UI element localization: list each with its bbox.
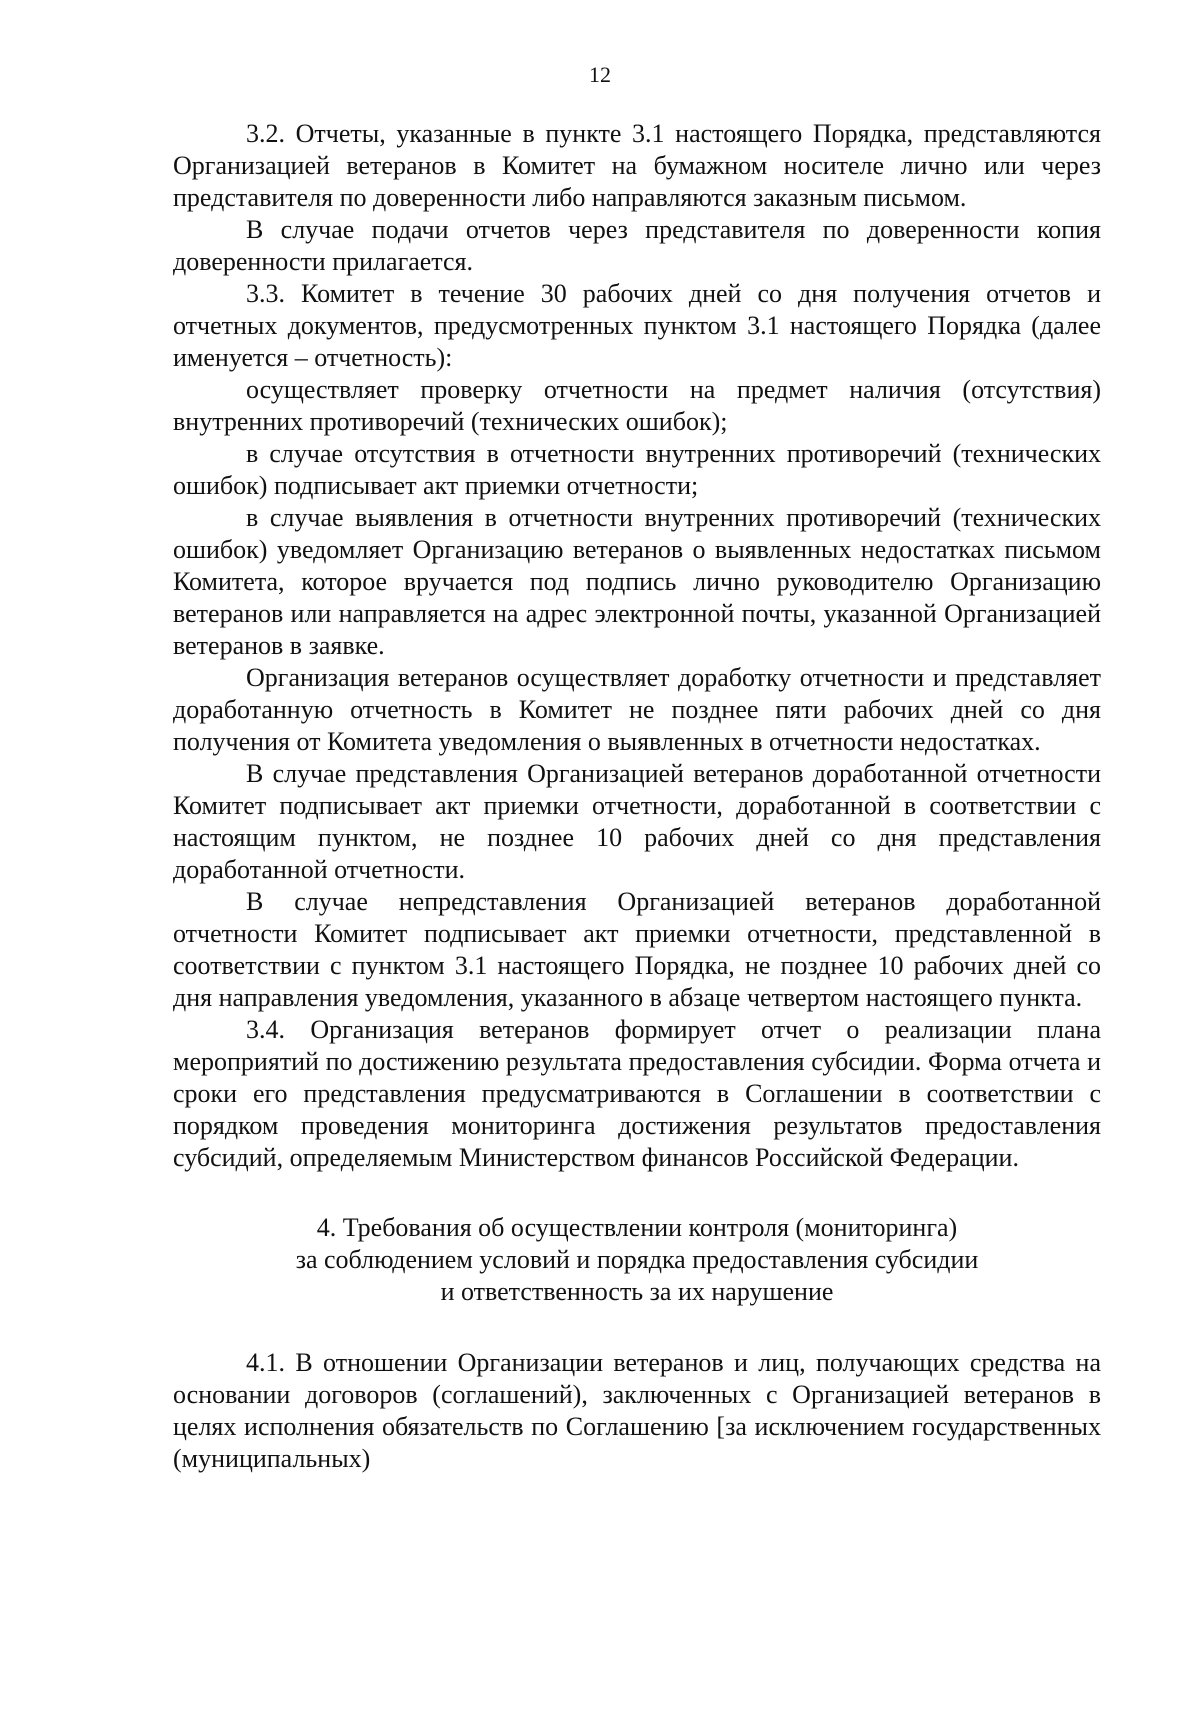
paragraph-power-of-attorney: В случае подачи отчетов через представителя по доверенности копия доверенности прилагается. — [173, 215, 1101, 276]
page-number: 12 — [589, 62, 611, 87]
paragraph-3-4: 3.4. Организация ветеранов формирует отчет о реализации плана мероприятий по достижению результата предоставления субсидии. Форма отчета и сроки его представления предусматриваются в Соглашении в соответствии с порядком проведения мониторинга достижения результатов предоставления субсидий, определяемым Министерством финансов Российской Федерации. — [173, 1015, 1101, 1172]
section-heading-line-1: 4. Требования об осуществлении контроля (мониторинга) — [316, 1213, 958, 1242]
paragraph-rework-not-submitted: В случае непредставления Организацией ветеранов доработанной отчетности Комитет подписывает акт приемки отчетности, представленной в соответствии с пунктом 3.1 настоящего Порядка, не позднее 10 рабочих дней со дня направления уведомления, указанного в абзаце четвертом настоящего пункта. — [173, 887, 1101, 1012]
paragraph-4-1: 4.1. В отношении Организации ветеранов и лиц, получающих средства на основании договоров (соглашений), заключенных с Организацией ветеранов в целях исполнения обязательств по Соглашению [за исключением государственных (муниципальных) — [173, 1348, 1101, 1473]
paragraph-errors-found: в случае выявления в отчетности внутренних противоречий (технических ошибок) уведомляет Организацию ветеранов о выявленных недостатках письмом Комитета, которое вручается под подпись лично руководителю Организацию ветеранов или направляется на адрес электронной почты, указанной Организацией ветеранов в заявке. — [173, 503, 1101, 660]
section-heading-line-3: и ответственность за их нарушение — [440, 1277, 834, 1306]
paragraph-3-2: 3.2. Отчеты, указанные в пункте 3.1 настоящего Порядка, представляются Организацией ветеранов в Комитет на бумажном носителе лично или через представителя по доверенности либо направляются заказным письмом. — [173, 119, 1101, 212]
section-4-heading — [173, 1212, 1101, 1308]
paragraph-rework: Организация ветеранов осуществляет доработку отчетности и представляет доработанную отчетность в Комитет не позднее пяти рабочих дней со дня получения от Комитета уведомления о выявленных в отчетности недостатках. — [173, 663, 1101, 756]
paragraph-rework-submitted: В случае представления Организацией ветеранов доработанной отчетности Комитет подписывает акт приемки отчетности, доработанной в соответствии с настоящим пунктом, не позднее 10 рабочих дней со дня представления доработанной отчетности. — [173, 759, 1101, 884]
paragraph-3-3: 3.3. Комитет в течение 30 рабочих дней со дня получения отчетов и отчетных документов, предусмотренных пунктом 3.1 настоящего Порядка (далее именуется – отчетность): — [173, 279, 1101, 372]
paragraph-no-errors: в случае отсутствия в отчетности внутренних противоречий (технических ошибок) подписывает акт приемки отчетности; — [173, 439, 1101, 500]
section-heading-line-2: за соблюдением условий и порядка предоставления субсидии — [295, 1245, 979, 1274]
paragraph-check-reporting: осуществляет проверку отчетности на предмет наличия (отсутствия) внутренних противоречий (технических ошибок); — [173, 375, 1101, 436]
document-body — [173, 118, 1101, 1475]
